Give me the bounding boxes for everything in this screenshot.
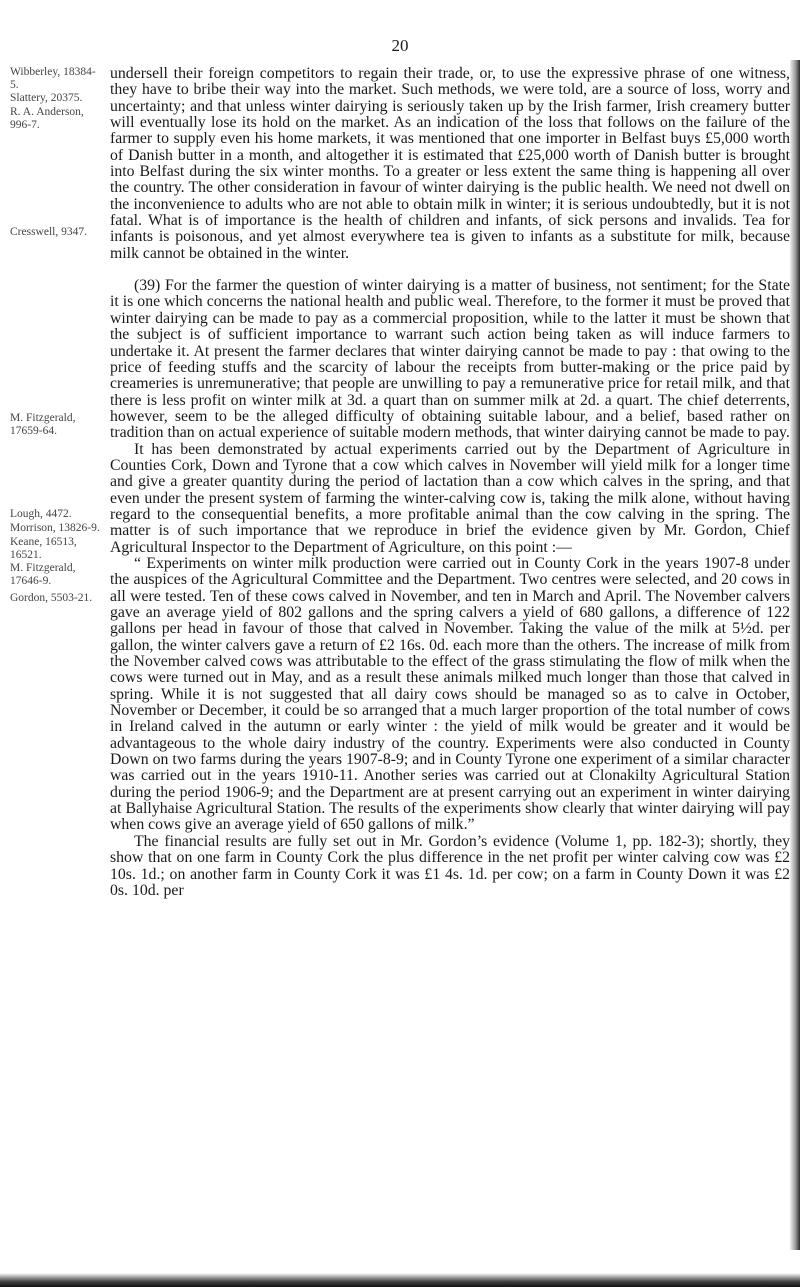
paragraph-winter-dairying-market: undersell their foreign competitors to regain their trade, or, to use the expressive phrase of one witness, they have to bribe their way into the market. Such methods, we were told, are a source of loss, worry and uncertainty; and that unless winter dairying is seriously taken up by the Irish farmer, Irish creamery butter will eventually lose its hold on the market. As an indication of the loss that follows on the failure of the farmer to supply even his home markets, it was mentioned that one importer in Belfast buys £5,000 worth of Danish butter in a month, and altogether it is estimated that £25,000 worth of Danish butter is brought into Belfast during the six winter months. To a greater or less extent the same thing is happening all over the country. The other consideration in favour of winter dairying is the public health. We need not dwell on the inconvenience to adults who are not able to obtain milk in winter; it is serious undoubtedly, but it is not fatal. What is of importance is the health of children and infants, of sick persons and invalids. Tea for infants is poisonous, and yet almost everywhere tea is given to infants as a substitute for milk, because milk cannot be obtained in the winter. [110,65,790,262]
margin-note-fitzgerald-1: M. Fitzgerald, 17659-64. [10,412,76,437]
margin-note-lough: Lough, 4472. [10,508,72,520]
margin-note-anderson: R. A. Anderson, 996-7. [10,106,84,131]
margin-note-morrison: Morrison, 13826-9. [10,522,100,534]
page-bottom-edge [0,1273,800,1287]
margin-note-fitzgerald-2: M. Fitzgerald, 17646-9. [10,562,76,587]
margin-note-wibberley: Wibberley, 18384-5. [10,66,96,91]
main-text [110,66,790,899]
margin-note-slattery: Slattery, 20375. [10,92,83,104]
margin-note-gordon: Gordon, 5503-21. [10,592,93,604]
paragraph-gordon-quotation: “ Experiments on winter milk production were carried out in County Cork in the years 1907-8 under the auspices of the Agricultural Committee and the Department. Two centres were selected, and 20 cows in all were tested. Ten of these cows calved in November, and ten in March and April. The November calvers gave an average yield of 802 gallons and the spring calvers a yield of 680 gallons, a difference of 122 gallons per head in favour of those that calved in November. Taking the value of the milk at 5½d. per gallon, the winter calvers gave a return of £2 16s. 0d. each more than the others. The increase of milk from the November calved cows was attributable to the effect of the grass stimulating the flow of milk when the cows were turned out in May, and as a result these animals milked much longer than those that calved in spring. While it is not suggested that all dairy cows should be managed so as to calve in October, November or December, it could be so arranged that a much larger proportion of the total number of cows in Ireland calved in the autumn or early winter : the yield of milk would be greater and it would be advantageous to the whole dairy industry of the country. Experiments were also conducted in County Down on two farms during the years 1907-8-9; and in County Tyrone one experiment of a similar character was carried out in the years 1910-11. Another series was carried out at Clonakilty Agricultural Station during the period 1906-9; and the Department are at present carrying out an experiment in winter dairying at Ballyhaise Agricultural Station. The results of the experiments show clearly that winter dairying will pay when cows give an average yield of 650 gallons of milk.” [110,554,790,834]
margin-notes [10,66,102,1256]
margin-note-keane: Keane, 16513, 16521. [10,536,77,561]
page-number: 20 [391,36,409,55]
margin-note-cresswell: Cresswell, 9347. [10,226,87,238]
paragraph-39-business: (39) For the farmer the question of winter dairying is a matter of business, not sentiment; for the State it is one which concerns the national health and public weal. Therefore, to the former it must be proved that winter dairying can be made to pay as a commercial proposition, while to the latter it must be shown that the subject is of sufficient importance to warrant such action being taken as will induce farmers to undertake it. At present the farmer declares that winter dairying cannot be made to pay : that owing to the price of feeding stuffs and the scarcity of labour the receipts from butter-making or the price paid by creameries is unremunerative; that people are unwilling to pay a remunerative price for retail milk, and that there is less profit on winter milk at 3d. a quart than on summer milk at 2d. a quart. The chief deterrents, however, seem to be the alleged difficulty of obtaining suitable labour, and a belief, based rather on tradition than on actual experience of suitable modern methods, that winter dairying cannot be made to pay. [110,277,790,442]
paragraph-experiments-demonstrated: It has been demonstrated by actual experiments carried out by the Department of Agriculture in Counties Cork, Down and Tyrone that a cow which calves in November will yield milk for a longer time and give a greater quantity during the period of lactation than a cow which calves in the spring, and that even under the present system of farming the winter-calving cow is, taking the milk alone, without having regard to the consequential benefits, a more profitable animal than the cow calving in the spring. The matter is of such importance that we reproduce in brief the evidence given by Mr. Gordon, Chief Agricultural Inspector to the Department of Agriculture, on this point :— [110,440,790,556]
page-edge-shadow [790,60,800,1250]
paragraph-financial-results: The financial results are fully set out in Mr. Gordon’s evidence (Volume 1, pp. 182-3); shortly, they show that on one farm in County Cork the plus difference in the net profit per winter calving cow was £2 10s. 1d.; on another farm in County Cork it was £1 4s. 1d. per cow; on a farm in County Down it was £2 0s. 10d. per [110,832,790,899]
